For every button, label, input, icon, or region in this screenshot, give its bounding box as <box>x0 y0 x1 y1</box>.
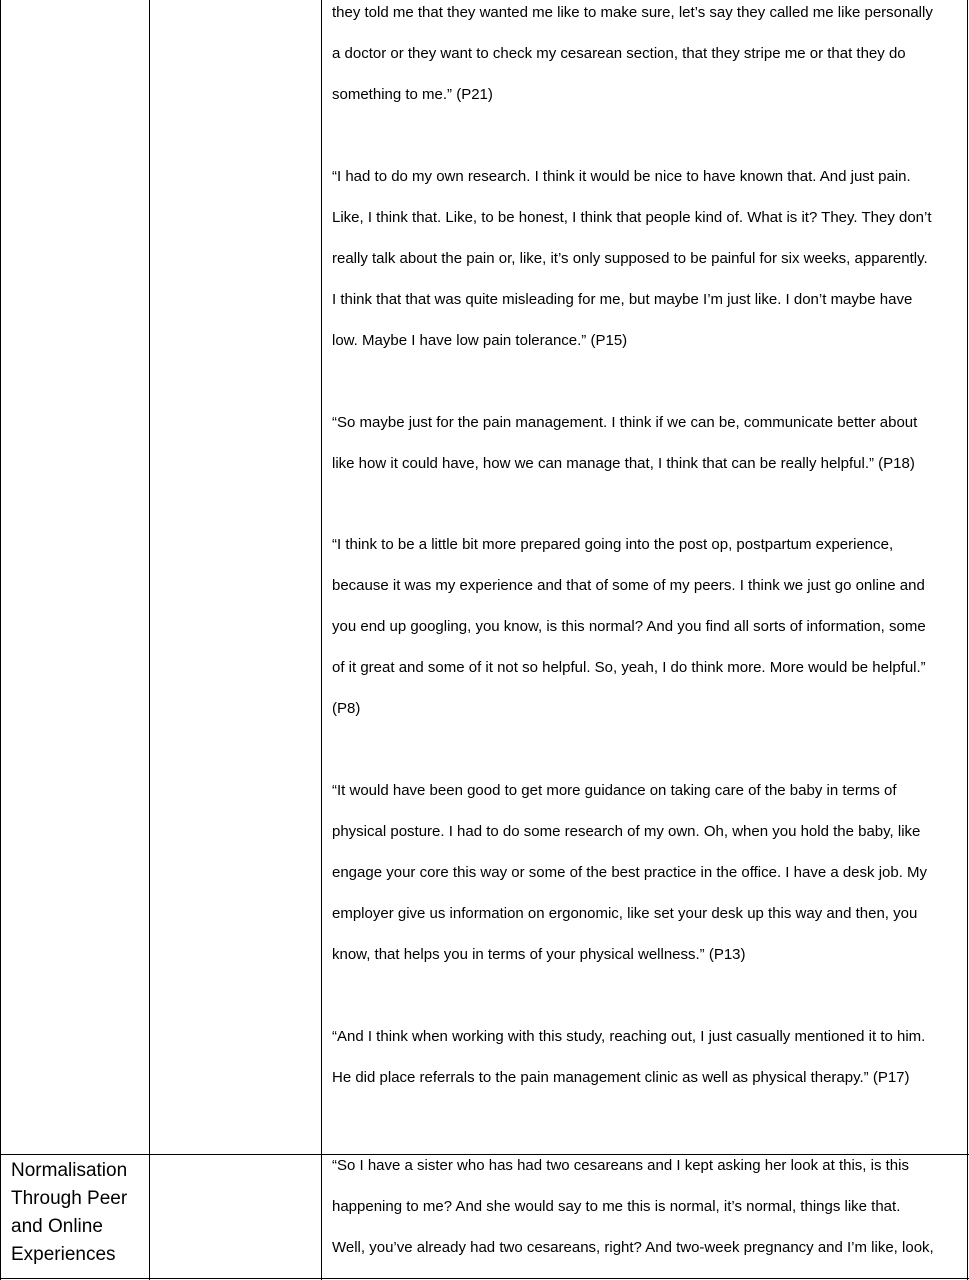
quote-line: they told me that they wanted me like to make sure, let’s say they called me like personally <box>332 4 933 21</box>
quote-line: “It would have been good to get more guidance on taking care of the baby in terms of <box>332 782 897 799</box>
quote-line: Like, I think that. Like, to be honest, I think that people kind of. What is it? They. They don’t <box>332 209 932 226</box>
quote-line: engage your core this way or some of the best practice in the office. I have a desk job. My <box>332 864 928 881</box>
table-border-left <box>0 0 1 1280</box>
column-divider-1 <box>149 0 150 1280</box>
quote-line: I think that that was quite misleading for me, but maybe I’m just like. I don’t maybe have <box>332 291 913 308</box>
quote-line: really talk about the pain or, like, it’s only supposed to be painful for six weeks, apparently. <box>332 250 928 267</box>
table-border-bottom <box>0 1278 969 1279</box>
quote-line: “So I have a sister who has had two cesareans and I kept asking her look at this, is this <box>332 1157 909 1174</box>
quote-line: like how it could have, how we can manage that, I think that can be really helpful.” (P18) <box>332 455 915 472</box>
quote-line: because it was my experience and that of some of my peers. I think we just go online and <box>332 577 925 594</box>
column-divider-2 <box>321 0 322 1280</box>
quote-line: of it great and some of it not so helpful. So, yeah, I do think more. More would be helpful.” <box>332 659 926 676</box>
quote-line: He did place referrals to the pain management clinic as well as physical therapy.” (P17) <box>332 1069 910 1086</box>
quote-line: “I had to do my own research. I think it would be nice to have known that. And just pain. <box>332 168 911 185</box>
quote-line: “And I think when working with this study, reaching out, I just casually mentioned it to him. <box>332 1028 926 1045</box>
quote-line: physical posture. I had to do some research of my own. Oh, when you hold the baby, like <box>332 823 921 840</box>
quote-line: Well, you’ve already had two cesareans, right? And two-week pregnancy and I’m like, look, <box>332 1239 934 1256</box>
theme-cell: Normalisation Through Peer and Online Experiences <box>11 1160 128 1265</box>
quote-line: (P8) <box>332 700 361 717</box>
quote-line: you end up googling, you know, is this normal? And you find all sorts of information, some <box>332 618 926 635</box>
quote-line: employer give us information on ergonomic, like set your desk up this way and then, you <box>332 905 918 922</box>
quote-line: know, that helps you in terms of your physical wellness.” (P13) <box>332 946 746 963</box>
table-border-right <box>967 0 968 1280</box>
quote-line: happening to me? And she would say to me this is normal, it’s normal, things like that. <box>332 1198 901 1215</box>
quote-line: something to me.” (P21) <box>332 86 493 103</box>
row-divider <box>0 1154 969 1155</box>
quote-line: “I think to be a little bit more prepared going into the post op, postpartum experience, <box>332 536 894 553</box>
quote-line: “So maybe just for the pain management. I think if we can be, communicate better about <box>332 414 918 431</box>
quote-line: a doctor or they want to check my cesarean section, that they stripe me or that they do <box>332 45 906 62</box>
quote-line: low. Maybe I have low pain tolerance.” (P15) <box>332 332 628 349</box>
